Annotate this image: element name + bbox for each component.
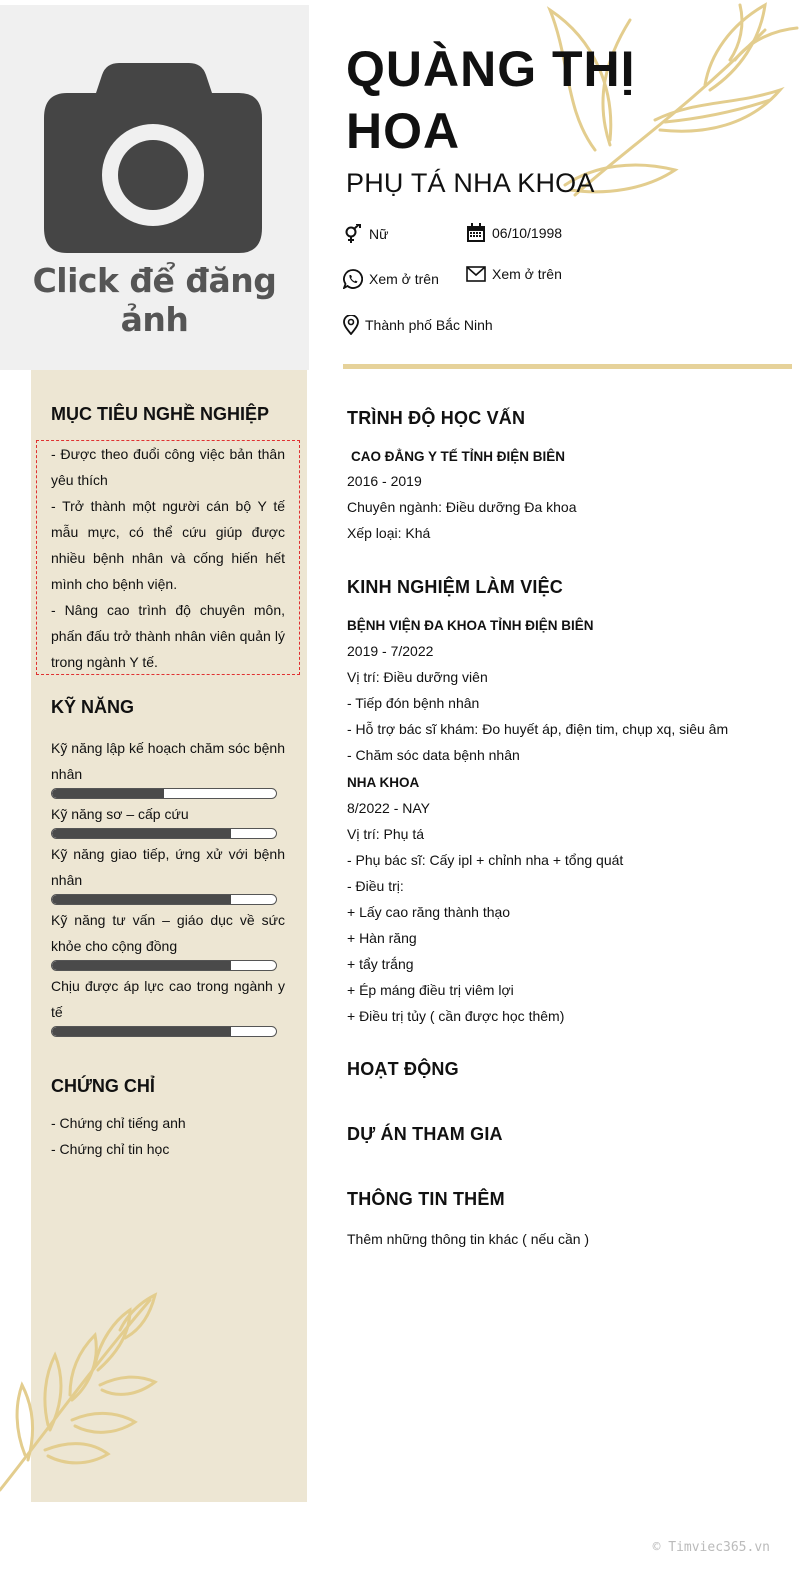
calendar-icon [466, 223, 486, 243]
job-line: + Lấy cao răng thành thạo [347, 904, 511, 920]
email-value: Xem ở trên [492, 266, 562, 282]
objective-text[interactable] [51, 441, 285, 675]
job-title: PHỤ TÁ NHA KHOA [346, 168, 595, 198]
phone-value: Xem ở trên [369, 271, 439, 287]
skill-item [51, 735, 285, 799]
mail-icon [466, 266, 486, 282]
gender-value: Nữ [369, 226, 389, 242]
avatar-upload[interactable] [0, 5, 309, 370]
camera-icon [44, 63, 262, 253]
objective-line: - Trở thành một người cán bộ Y tế mẫu mực, có thể cứu giúp được nhiều bệnh nhân và cống hiến hết mình cho bệnh viện. [51, 498, 285, 592]
skill-item [51, 841, 285, 905]
candidate-name: QUÀNG THỊ HOA [346, 41, 636, 159]
skill-bar [51, 788, 277, 799]
leaf-decoration-icon [0, 1290, 160, 1500]
job-line: Vị trí: Phụ tá [347, 826, 425, 842]
skill-label: Kỹ năng lập kế hoạch chăm sóc bệnh nhân [51, 740, 285, 782]
job-period: 2019 - 7/2022 [347, 643, 434, 659]
experience-heading: KINH NGHIỆM LÀM VIỆC [347, 577, 564, 597]
job-line: - Chăm sóc data bệnh nhân [347, 747, 520, 763]
birthday-value: 06/10/1998 [492, 225, 563, 241]
activities-heading: HOẠT ĐỘNG [347, 1059, 459, 1079]
job-line: - Phụ bác sĩ: Cấy ipl + chỉnh nha + tổng quát [347, 852, 624, 868]
objective-line: - Được theo đuổi công việc bản thân yêu thích [51, 446, 285, 488]
education-school [351, 445, 791, 469]
certificates-list [51, 1110, 285, 1162]
skill-label: Kỹ năng giao tiếp, ứng xử với bệnh nhân [51, 846, 285, 888]
education-heading: TRÌNH ĐỘ HỌC VẤN [347, 408, 526, 428]
skill-bar [51, 894, 277, 905]
education-major: Chuyên ngành: Điều dưỡng Đa khoa [347, 499, 577, 515]
header-divider [343, 364, 792, 369]
gender-icon [343, 224, 363, 244]
job-line: - Tiếp đón bệnh nhân [347, 695, 480, 711]
job-line: + Điều trị tủy ( cần được học thêm) [347, 1008, 565, 1024]
objective-heading: MỤC TIÊU NGHỀ NGHIỆP [51, 404, 270, 424]
certificate-item: - Chứng chỉ tiếng anh [51, 1115, 186, 1131]
skill-bar-fill [52, 829, 231, 838]
job-period: 8/2022 - NAY [347, 800, 431, 816]
skill-label: Chịu được áp lực cao trong ngành y tế [51, 978, 285, 1020]
job-line: - Hỗ trợ bác sĩ khám: Đo huyết áp, điện tim, chụp xq, siêu âm [347, 721, 729, 737]
skill-bar-fill [52, 895, 231, 904]
address-value: Thành phố Bắc Ninh [365, 317, 493, 333]
location-pin-icon [343, 315, 359, 335]
skill-bar-fill [52, 961, 231, 970]
email-info [466, 266, 562, 282]
photo-upload-label: Click để đăng ảnh [32, 261, 277, 339]
experience-job [347, 614, 787, 768]
additional-info-heading: THÔNG TIN THÊM [347, 1189, 505, 1209]
skill-item [51, 973, 285, 1037]
projects-heading: DỰ ÁN THAM GIA [347, 1124, 503, 1144]
skill-bar-fill [52, 1027, 231, 1036]
job-line: Vị trí: Điều dưỡng viên [347, 669, 488, 685]
job-line: + Ép máng điều trị viêm lợi [347, 982, 514, 998]
skills-list [51, 735, 285, 1037]
education-details [347, 468, 787, 546]
birthday-info [466, 223, 562, 243]
objective-line: - Nâng cao trình độ chuyên môn, phấn đấu trở thành nhân viên quản lý trong ngành Y tế. [51, 602, 285, 670]
address-info [343, 315, 493, 335]
skill-label: Kỹ năng tư vấn – giáo dục về sức khỏe cho cộng đồng [51, 912, 285, 954]
certificate-item: - Chứng chỉ tin học [51, 1141, 170, 1157]
education-grade: Xếp loại: Khá [347, 525, 431, 541]
experience-job [347, 771, 787, 1029]
skill-label: Kỹ năng sơ – cấp cứu [51, 806, 189, 822]
job-line: + tẩy trắng [347, 956, 414, 972]
gender-info [343, 224, 388, 244]
skill-item [51, 907, 285, 971]
skill-bar [51, 960, 277, 971]
certificates-heading: CHỨNG CHỈ [51, 1076, 155, 1096]
skills-heading: KỸ NĂNG [51, 697, 135, 717]
school-name: CAO ĐẲNG Y TẾ TỈNH ĐIỆN BIÊN [351, 449, 566, 464]
skill-item [51, 801, 285, 839]
job-line: - Điều trị: [347, 878, 404, 894]
company-name: BỆNH VIỆN ĐA KHOA TỈNH ĐIỆN BIÊN [347, 618, 594, 633]
skill-bar [51, 828, 277, 839]
job-line: + Hàn răng [347, 930, 417, 946]
skill-bar-fill [52, 789, 164, 798]
copyright-footer: © Timviec365.vn [652, 1540, 770, 1555]
whatsapp-icon [343, 269, 363, 289]
company-name: NHA KHOA [347, 775, 420, 790]
education-period: 2016 - 2019 [347, 473, 422, 489]
phone-info [343, 269, 439, 289]
additional-info-text: Thêm những thông tin khác ( nếu cần ) [347, 1231, 590, 1247]
skill-bar [51, 1026, 277, 1037]
